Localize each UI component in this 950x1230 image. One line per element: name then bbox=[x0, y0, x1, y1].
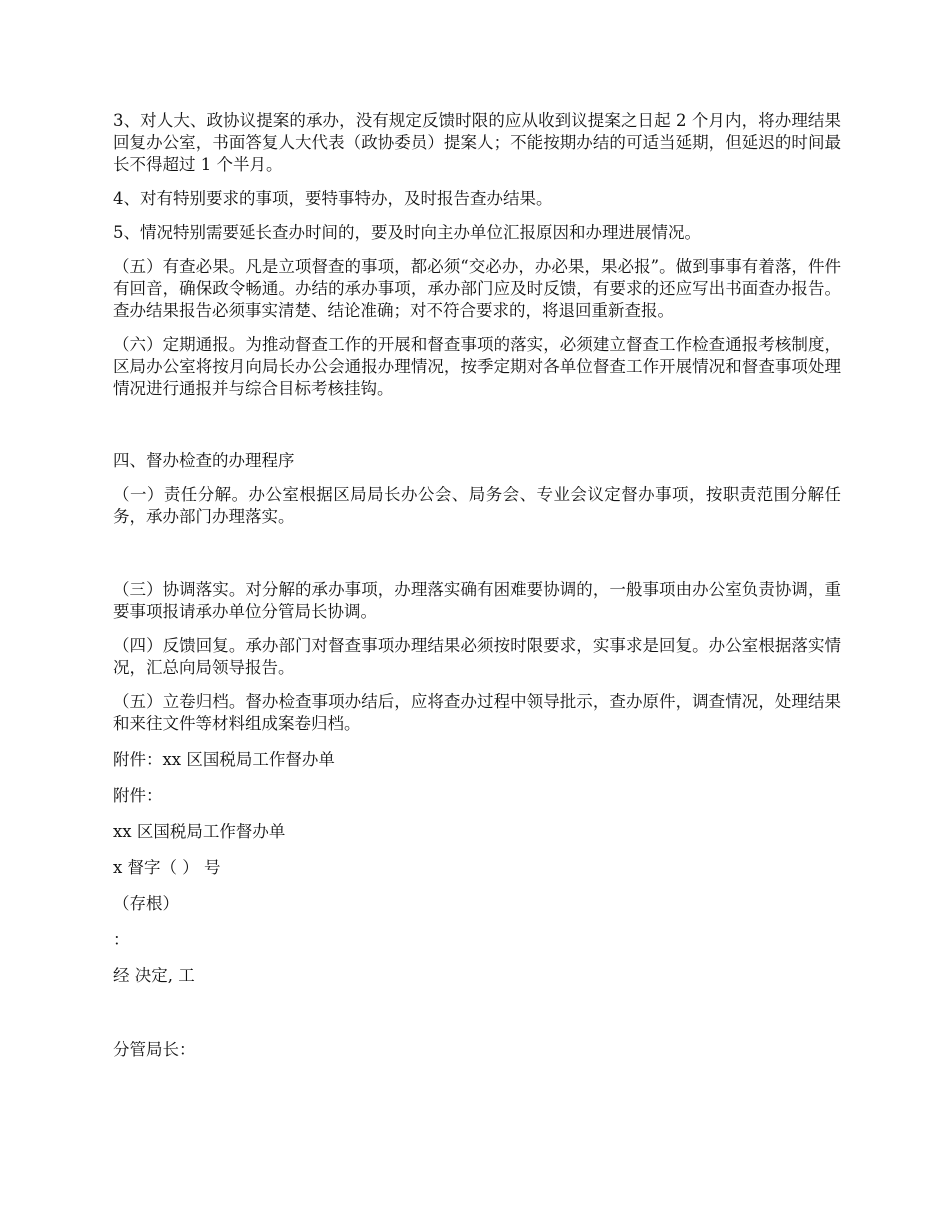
decision-line: 经 决定, 工 bbox=[113, 966, 195, 985]
section-6-paragraph: （六）定期通报。为推动督查工作的开展和督查事项的落实，必须建立督查工作检查通报考核制度，区局办公室将按月向局长办公会通报办理情况，按季定期对各单位督查工作开展情况和督查事项处理情况进行通报并与综合目标考核挂钩。 bbox=[113, 335, 841, 398]
procedure-5-paragraph: （五）立卷归档。督办检查事项办结后，应将查办过程中领导批示，查办原件，调查情况，处理结果和来往文件等材料组成案卷归档。 bbox=[113, 692, 841, 733]
signer-label: 分管局长： bbox=[113, 1040, 196, 1059]
procedure-4-paragraph: （四）反馈回复。承办部门对督查事项办理结果必须按时限要求，实事求是回复。办公室根据落实情况，汇总向局领导报告。 bbox=[113, 636, 841, 677]
form-number: x 督字（ ） 号 bbox=[113, 858, 221, 877]
procedure-3-paragraph: （三）协调落实。对分解的承办事项，办理落实确有困难要协调的，一般事项由办公室负责协调，重要事项报请承办单位分管局长协调。 bbox=[113, 580, 841, 621]
stub-label: （存根） bbox=[113, 894, 179, 913]
item-3-paragraph: 3、对人大、政协议提案的承办，没有规定反馈时限的应从收到议提案之日起 2 个月内，将办理结果回复办公室，书面答复人大代表（政协委员）提案人；不能按期办结的可适当延期，但延迟的时间最长不得超过 1 个半月。 bbox=[113, 111, 841, 174]
section-5-paragraph: （五）有查必果。凡是立项督查的事项，都必须“交必办，办必果，果必报”。做到事事有着落，件件有回音，确保政令畅通。办结的承办事项，承办部门应及时反馈，有要求的还应写出书面查办报告。查办结果报告必须事实清楚、结论准确；对不符合要求的，将退回重新查报。 bbox=[113, 257, 841, 320]
item-4-paragraph: 4、对有特别要求的事项，要特事特办，及时报告查办结果。 bbox=[113, 189, 553, 208]
attachment-label: 附件： bbox=[113, 786, 163, 805]
document-page bbox=[113, 110, 841, 1061]
attachment-line: 附件：xx 区国税局工作督办单 bbox=[113, 750, 335, 769]
form-title: xx 区国税局工作督办单 bbox=[113, 822, 286, 841]
procedure-1-paragraph: （一）责任分解。办公室根据区局局长办公会、局务会、专业会议定督办事项，按职责范围分解任务，承办部门办理落实。 bbox=[113, 485, 841, 526]
item-5-paragraph: 5、情况特别需要延长查办时间的，要及时向主办单位汇报原因和办理进展情况。 bbox=[113, 223, 701, 242]
colon-line: ： bbox=[113, 930, 130, 949]
section-heading-4: 四、督办检查的办理程序 bbox=[113, 451, 295, 470]
